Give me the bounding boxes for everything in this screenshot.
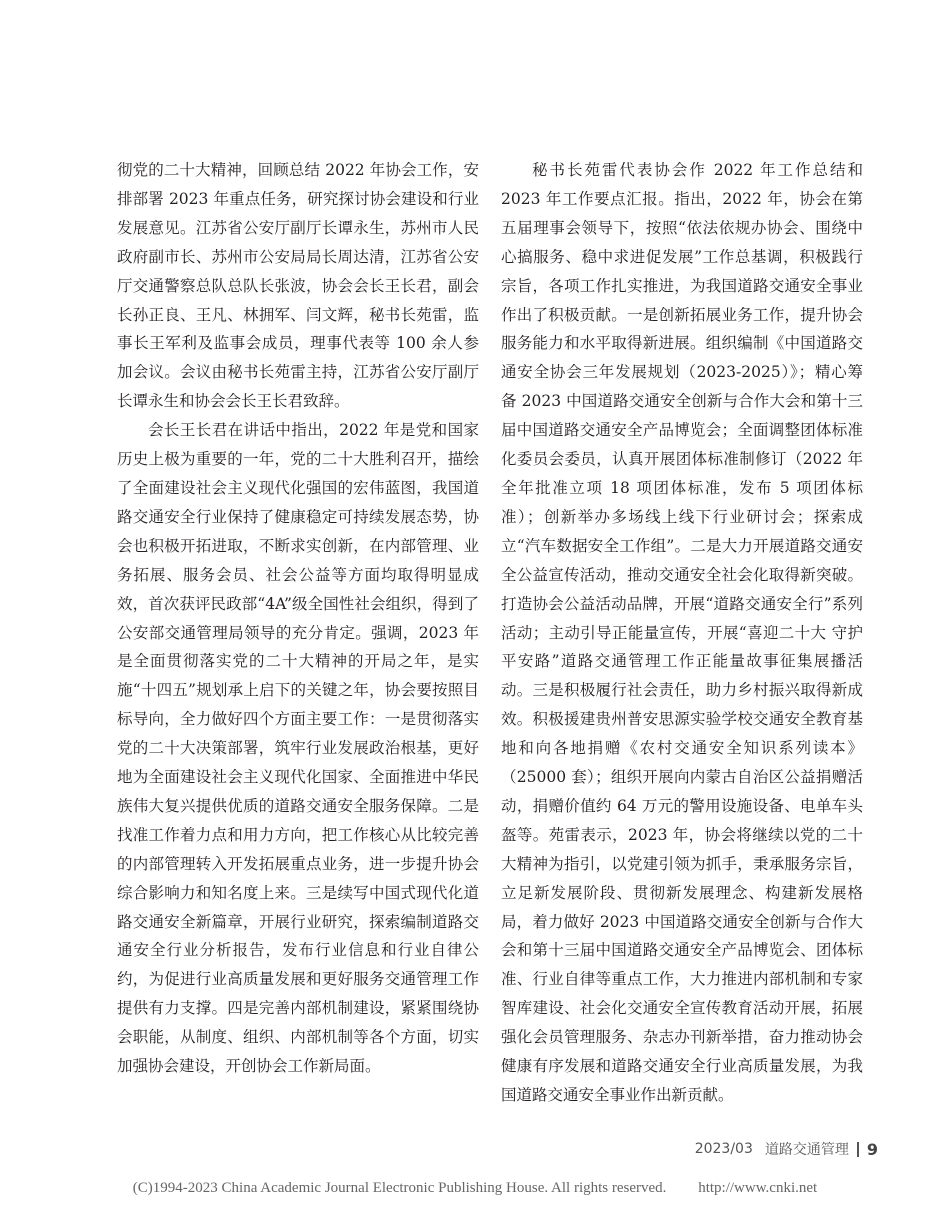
paragraph: 秘书长苑雷代表协会作 2022 年工作总结和 2023 年工作要点汇报。指出，2022 年，协会在第五届理事会领导下，按照“依法依规办协会、围绕中心搞服务、稳中求进促发展”工作总基调，积极践行宗旨，各项工作扎实推进，为我国道路交通安全事业作出了积极贡献。一是创新拓展业务工作，提升协会服务能力和水平取得新进展。组织编制《中国道路交通安全协会三年发展规划（2023-2025）》；精心筹备 2023 中国道路交通安全创新与合作大会和第十三届中国道路交通安全产品博览会；全面调整团体标准化委员会委员，认真开展团体标准制修订（2022 年全年批准立项 18 项团体标准，发布 5 项团体标准）；创新举办多场线上线下行业研讨会；探索成立“汽车数据安全工作组”。二是大力开展道路交通安全公益宣传活动，推动交通安全社会化取得新突破。打造协会公益活动品牌，开展“道路交通安全行”系列活动；主动引导正能量宣传，开展“喜迎二十大 守护平安路”道路交通管理工作正能量故事征集展播活动。三是积极履行社会责任，助力乡村振兴取得新成效。积极援建贵州普安思源实验学校交通安全教育基地和向各地捐赠《农村交通安全知识系列读本》（25000 套）；组织开展向内蒙古自治区公益捐赠活动，捐赠价值约 64 万元的警用设施设备、电单车头盔等。苑雷表示，2023 年，协会将继续以党的二十大精神为指引，以党建引领为抓手，秉承服务宗旨，立足新发展阶段、贯彻新发展理念、构建新发展格局，着力做好 2023 中国道路交通安全创新与合作大会和第十三届中国道路交通安全产品博览会、团体标准、行业自律等重点工作，大力推进内部机制和专家智库建设、社会化交通安全宣传教育活动开展，拓展强化会员管理服务、杂志办刊新举措，奋力推动协会健康有序发展和道路交通安全行业高质量发展，为我国道路交通安全事业作出新贡献。 bbox=[501, 161, 863, 1104]
copyright-text: (C)1994-2023 China Academic Journal Electronic Publishing House. All rights reserved. bbox=[132, 1180, 667, 1196]
right-column bbox=[501, 156, 863, 1110]
issue-date: 2023/03 bbox=[694, 1141, 753, 1157]
footer-divider bbox=[857, 1142, 859, 1157]
paragraph: 会长王长君在讲话中指出，2022 年是党和国家历史上极为重要的一年，党的二十大胜利召开，描绘了全面建设社会主义现代化强国的宏伟蓝图，我国道路交通安全行业保持了健康稳定可持续发展态势，协会也积极开拓进取，不断求实创新，在内部管理、业务拓展、服务会员、社会公益等方面均取得明显成效，首次获评民政部“4A”级全国性社会组织，得到了公安部交通管理局领导的充分肯定。强调，2023 年是全面贯彻落实党的二十大精神的开局之年，是实施“十四五”规划承上启下的关键之年，协会要按照目标导向，全力做好四个方面主要工作：一是贯彻落实党的二十大决策部署，筑牢行业发展政治根基，更好地为全面建设社会主义现代化国家、全面推进中华民族伟大复兴提供优质的道路交通安全服务保障。二是找准工作着力点和用力方向，把工作核心从比较完善的内部管理转入开发拓展重点业务，进一步提升协会综合影响力和知名度上来。三是续写中国式现代化道路交通安全新篇章，开展行业研究，探索编制道路交通安全行业分析报告，发布行业信息和行业自律公约，为促进行业高质量发展和更好服务交通管理工作提供有力支撑。四是完善内部机制建设，紧紧围绕协会职能，从制度、组织、内部机制等各个方面，切实加强协会建设，开创协会工作新局面。 bbox=[117, 421, 479, 1076]
paragraph: 彻党的二十大精神，回顾总结 2022 年协会工作，安排部署 2023 年重点任务，研究探讨协会建设和行业发展意见。江苏省公安厅副厅长谭永生，苏州市人民政府副市长、苏州市公安局局长周达清，江苏省公安厅交通警察总队总队长张波，协会会长王长君，副会长孙正良、王凡、林拥军、闫文辉，秘书长苑雷，监事长王军利及监事会成员，理事代表等 100 余人参加会议。会议由秘书长苑雷主持，江苏省公安厅副厅长谭永生和协会会长王长君致辞。 bbox=[117, 161, 479, 411]
page-number: 9 bbox=[866, 1139, 878, 1159]
copyright-line bbox=[0, 1180, 950, 1197]
left-column bbox=[117, 156, 479, 1081]
copyright-url: http://www.cnki.net bbox=[698, 1180, 818, 1196]
page-footer bbox=[695, 1139, 878, 1159]
journal-name: 道路交通管理 bbox=[764, 1142, 849, 1158]
